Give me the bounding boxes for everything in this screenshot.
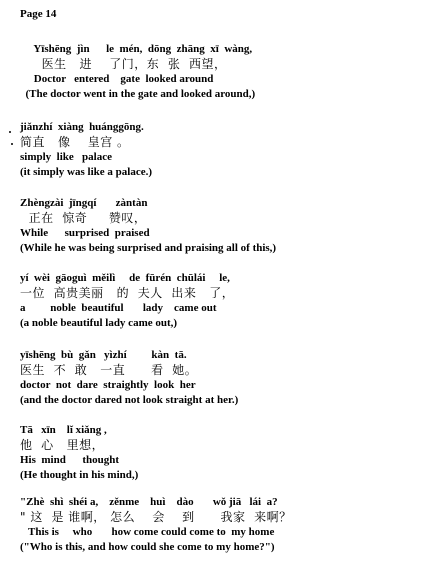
hanzi-line: 正在 惊奇 赞叹， bbox=[20, 211, 147, 225]
hanzi-line: " 这 是 谁啊， 怎么 会 到 我家 来啊？ bbox=[20, 510, 292, 524]
translation-line: ("Who is this, and how could she come to my home?") bbox=[20, 541, 275, 553]
hanzi-line: 他 心 里想， bbox=[20, 438, 105, 452]
pinyin-line: Yīshēng jìn le mén, dōng zhāng xī wàng, bbox=[20, 43, 253, 55]
stanza-5 bbox=[20, 348, 415, 408]
translation-line: (While he was being surprised and praising all of this,) bbox=[20, 242, 277, 254]
stanza-7 bbox=[20, 495, 415, 555]
translation-line: (it simply was like a palace.) bbox=[20, 166, 152, 178]
stanza-6 bbox=[20, 423, 415, 483]
gloss-line: While surprised praised bbox=[20, 227, 150, 239]
translation-line: (and the doctor dared not look straight at her.) bbox=[20, 394, 239, 406]
gloss-line: This is who how come could come to my home bbox=[20, 526, 275, 538]
stanza-1 bbox=[20, 42, 415, 102]
stanza-4 bbox=[20, 271, 415, 331]
hanzi-line: 简直 像 皇宫 。 bbox=[20, 135, 130, 149]
gloss-line: Doctor entered gate looked around bbox=[20, 73, 214, 85]
pinyin-line: yīshēng bù gǎn yìzhí kàn tā. bbox=[20, 349, 187, 361]
gloss-line: simply like palace bbox=[20, 151, 112, 163]
page-number: Page 14 bbox=[20, 8, 57, 20]
scan-speck bbox=[9, 131, 11, 133]
pinyin-line: jiǎnzhí xiàng huánggōng. bbox=[20, 121, 144, 133]
translation-line: (The doctor went in the gate and looked around,) bbox=[20, 88, 256, 100]
hanzi-line: 医生 不 敢 一直 看 她。 bbox=[20, 363, 198, 377]
gloss-line: doctor not dare straightly look her bbox=[20, 379, 196, 391]
stanza-3 bbox=[20, 196, 415, 256]
gloss-line: His mind thought bbox=[20, 454, 120, 466]
translation-line: (He thought in his mind,) bbox=[20, 469, 139, 481]
hanzi-line: 一位 高贵美丽 的 夫人 出来 了， bbox=[20, 286, 235, 300]
scan-speck bbox=[11, 143, 13, 145]
pinyin-line: Zhèngzài jīngqí zàntàn bbox=[20, 197, 148, 209]
pinyin-line: Tā xīn lǐ xiǎng , bbox=[20, 424, 107, 436]
stanza-2 bbox=[20, 120, 415, 180]
hanzi-line: 医生 进 了门，东 张 西望， bbox=[20, 57, 227, 71]
pinyin-line: yí wèi gāoguì měilì de fūrén chūlái le, bbox=[20, 272, 230, 284]
gloss-line: a noble beautiful lady came out bbox=[20, 302, 217, 314]
translation-line: (a noble beautiful lady came out,) bbox=[20, 317, 178, 329]
pinyin-line: "Zhè shì shéi a, zěnme huì dào wǒ jiā lái a? bbox=[20, 496, 278, 508]
